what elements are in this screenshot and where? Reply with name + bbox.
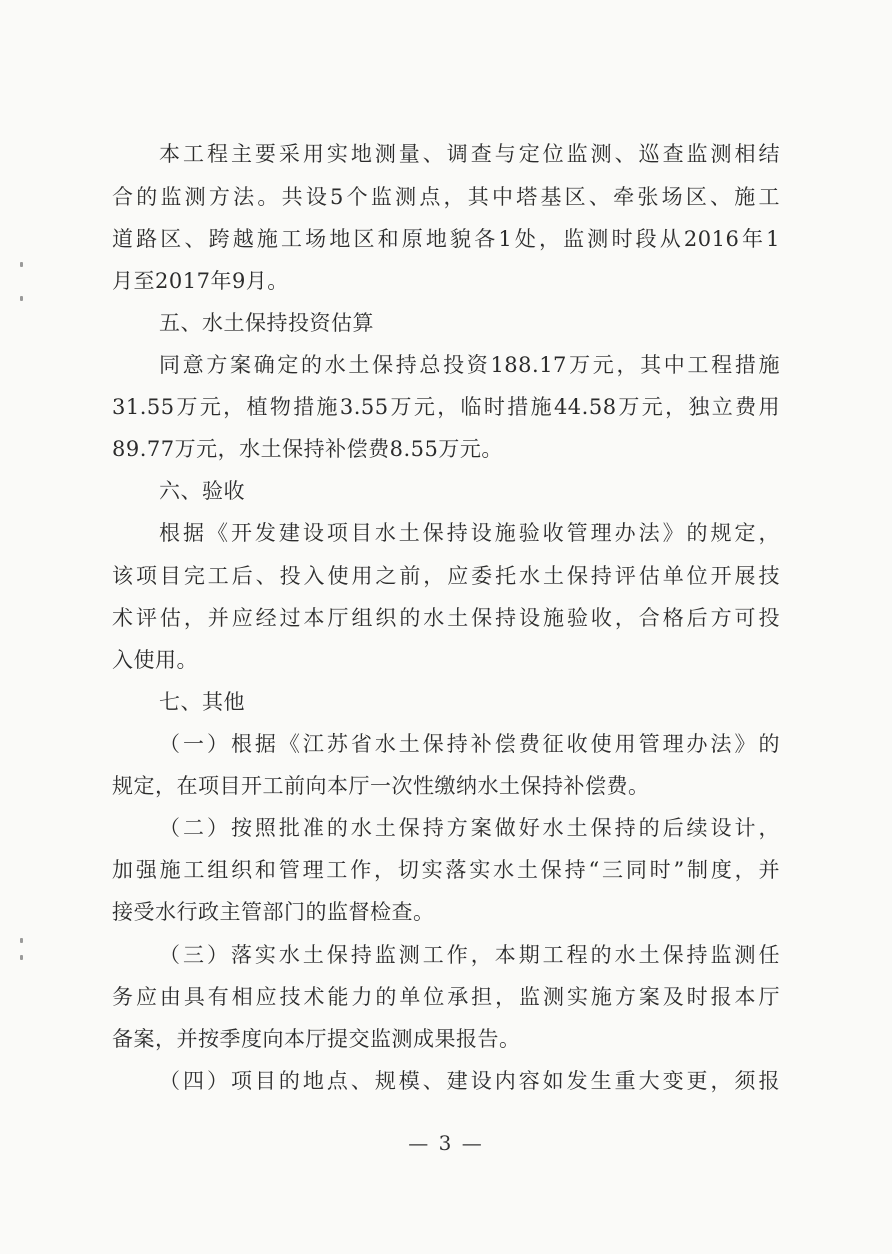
text-line: 本工程主要采用实地测量、调查与定位监测、巡查监测相结 (159, 142, 780, 166)
text-line: 道路区、跨越施工场地区和原地貌各1处，监测时段从2016年1 (112, 227, 780, 251)
text-line: （四）项目的地点、规模、建设内容如发生重大变更，须报 (159, 1069, 780, 1093)
scan-speck (20, 955, 23, 960)
scan-speck (20, 296, 23, 301)
text-line: 同意方案确定的水土保持总投资188.17万元，其中工程措施 (159, 353, 780, 377)
text-line: 接受水行政主管部门的监督检查。 (112, 900, 435, 924)
text-line: 规定，在项目开工前向本厅一次性缴纳水土保持补偿费。 (112, 774, 650, 798)
section-heading-acceptance: 六、验收 (159, 479, 245, 503)
section-heading-other: 七、其他 (159, 690, 245, 714)
text-line: 31.55万元，植物措施3.55万元，临时措施44.58万元，独立费用 (112, 395, 780, 419)
text-line: （二）按照批准的水土保持方案做好水土保持的后续设计， (159, 816, 780, 840)
text-line: 该项目完工后、投入使用之前，应委托水土保持评估单位开展技 (112, 564, 780, 588)
page-number: — 3 — (408, 1131, 484, 1155)
text-line: 89.77万元，水土保持补偿费8.55万元。 (112, 437, 503, 461)
text-line: 备案，并按季度向本厅提交监测成果报告。 (112, 1027, 521, 1051)
section-heading-investment: 五、水土保持投资估算 (159, 311, 374, 335)
scan-speck (20, 262, 23, 267)
text-line: 入使用。 (112, 648, 198, 672)
text-line: 术评估，并应经过本厅组织的水土保持设施验收，合格后方可投 (112, 606, 780, 630)
scan-speck (20, 938, 23, 943)
text-line: 加强施工组织和管理工作，切实落实水土保持“三同时”制度，并 (112, 858, 780, 882)
text-line: 务应由具有相应技术能力的单位承担，监测实施方案及时报本厅 (112, 985, 780, 1009)
text-line: （一）根据《江苏省水土保持补偿费征收使用管理办法》的 (159, 732, 780, 756)
text-line: 合的监测方法。共设5个监测点，其中塔基区、牵张场区、施工 (112, 185, 780, 209)
text-line: （三）落实水土保持监测工作，本期工程的水土保持监测任 (159, 943, 780, 967)
text-line: 月至2017年9月。 (112, 269, 289, 293)
text-line: 根据《开发建设项目水土保持设施验收管理办法》的规定， (159, 521, 780, 545)
